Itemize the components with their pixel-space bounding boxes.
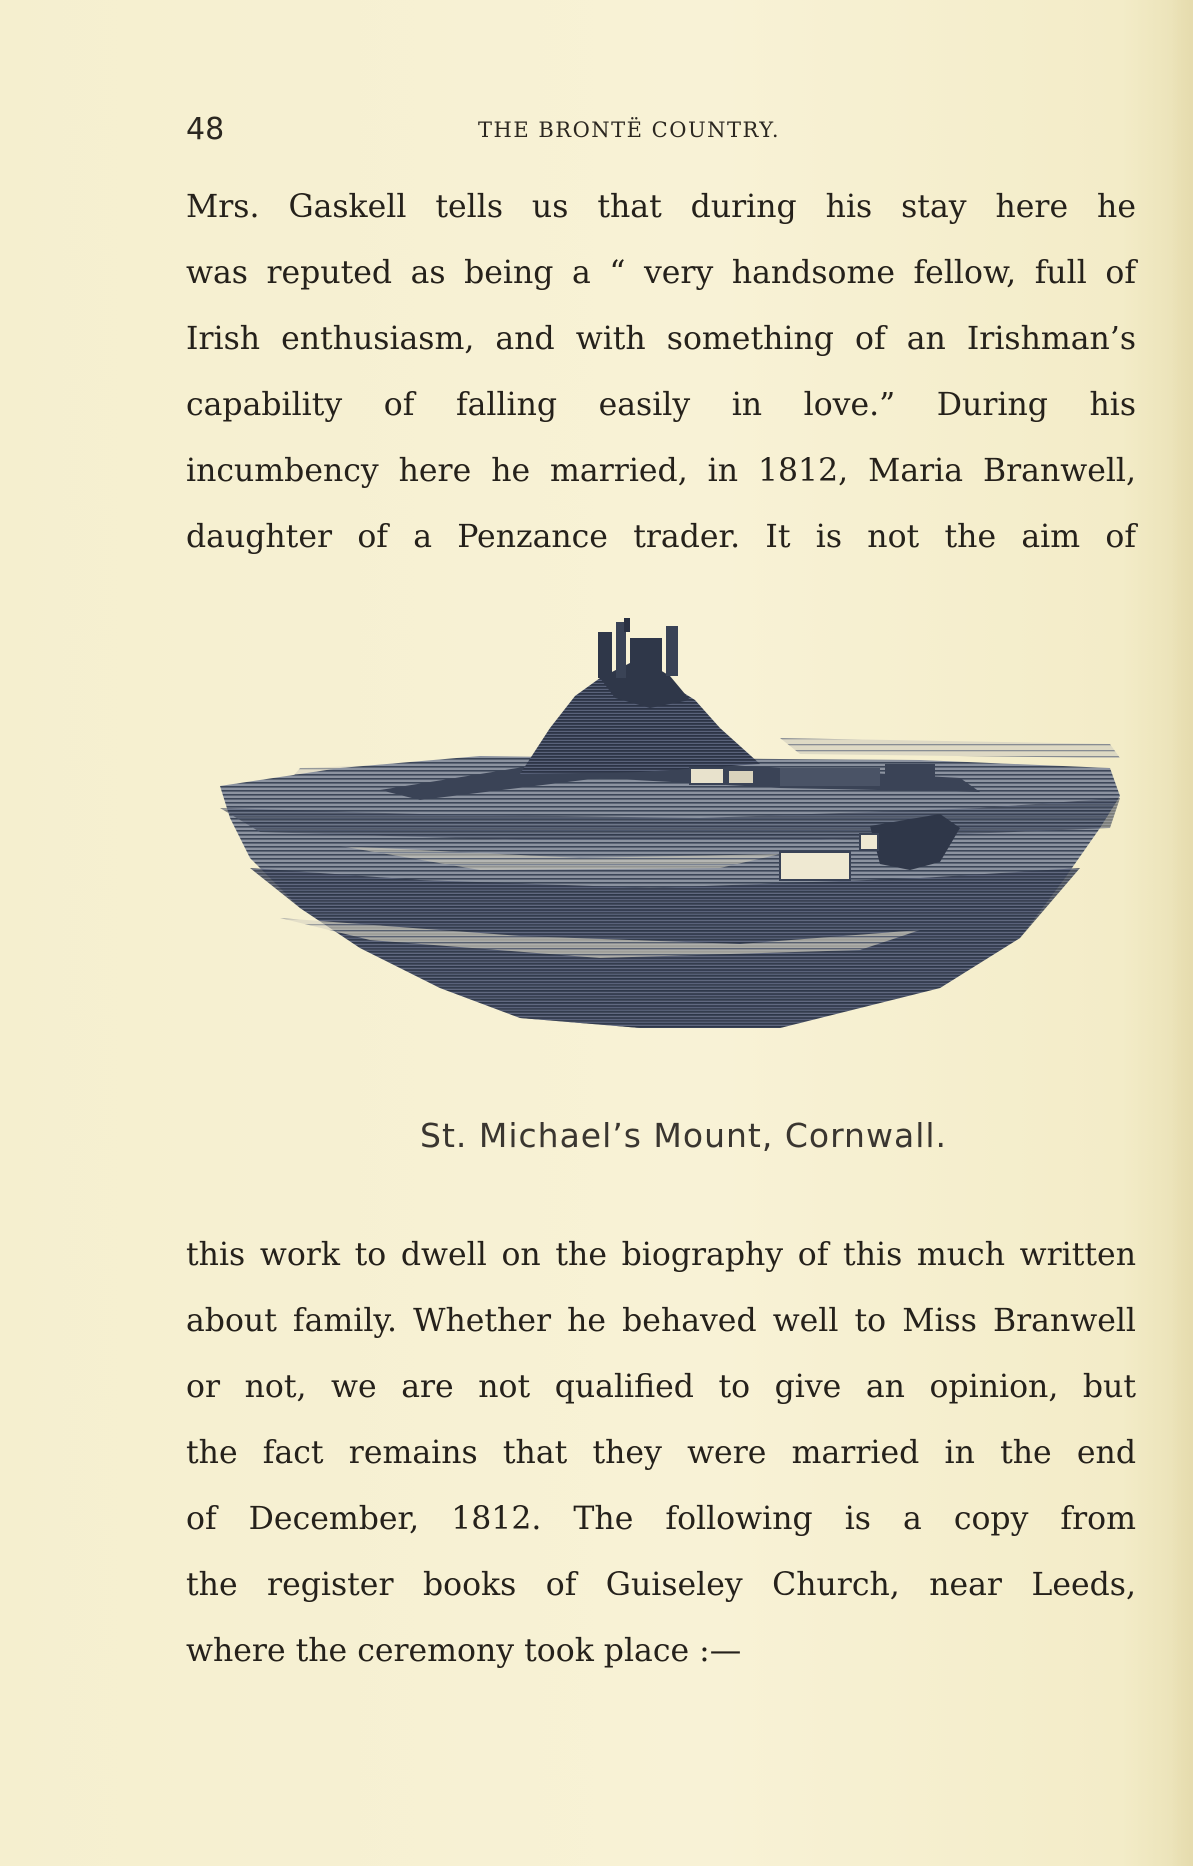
text-line: incumbency here he married, in 1812, Maria Branwell, [186,453,1136,489]
text-line: where the ceremony took place :— [186,1633,742,1669]
running-head: THE BRONTË COUNTRY. [478,118,781,142]
paragraph-1 [186,174,1136,570]
text-line: this work to dwell on the biography of this much written [186,1237,1136,1273]
page-header [186,112,1086,156]
text-line: was reputed as being a “ very handsome fellow, full of [186,255,1136,291]
text-line: of December, 1812. The following is a copy from [186,1501,1136,1537]
page-edge-shadow [1171,0,1193,1866]
text-line: Irish enthusiasm, and with something of an Irishman’s [186,321,1136,357]
text-line: the fact remains that they were married in the end [186,1435,1136,1471]
page-number: 48 [186,112,225,147]
text-line: Mrs. Gaskell tells us that during his stay here he [186,189,1136,225]
text-line: capability of falling easily in love.” During his [186,387,1136,423]
text-line: daughter of a Penzance trader. It is not the aim of [186,519,1136,555]
text-line: the register books of Guiseley Church, near Leeds, [186,1567,1136,1603]
illustration-caption: St. Michael’s Mount, Cornwall. [420,1116,948,1155]
text-line: about family. Whether he behaved well to Miss Branwell [186,1303,1136,1339]
engraving-st-michaels-mount [220,618,1120,1080]
paragraph-2 [186,1222,1136,1684]
text-line: or not, we are not qualified to give an opinion, but [186,1369,1136,1405]
